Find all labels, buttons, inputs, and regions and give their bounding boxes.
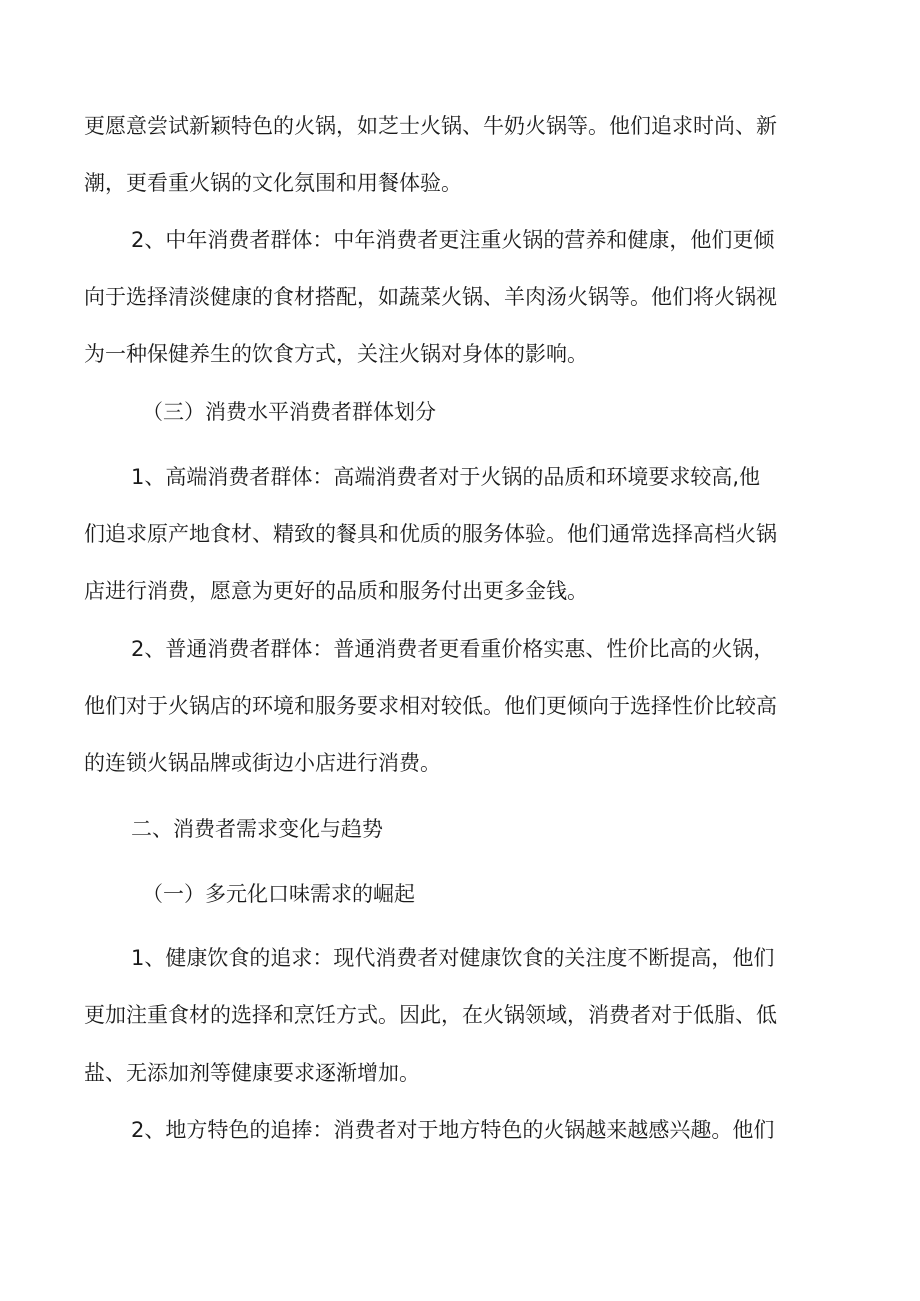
paragraph-line: 2、地方特色的追捧：消费者对于地方特色的火锅越来越感兴趣。他们 [131,1118,775,1142]
paragraph-line: 1、健康饮食的追求：现代消费者对健康饮食的关注度不断提高，他们 [131,946,775,970]
paragraph-line: 们追求原产地食材、精致的餐具和优质的服务体验。他们通常选择高档火锅 [84,522,777,546]
section-heading: （一）多元化口味需求的崛起 [142,882,415,906]
paragraph-line: 盐、无添加剂等健康要求逐渐增加。 [84,1061,420,1085]
paragraph-line: 更加注重食材的选择和烹饪方式。因此，在火锅领域，消费者对于低脂、低 [84,1003,777,1027]
paragraph-line: 店进行消费，愿意为更好的品质和服务付出更多金钱。 [84,579,588,603]
paragraph-line: 1、高端消费者群体：高端消费者对于火锅的品质和环境要求较高,他 [131,465,761,489]
paragraph-line: 为一种保健养生的饮食方式，关注火锅对身体的影响。 [84,342,588,366]
paragraph-line: 他们对于火锅店的环境和服务要求相对较低。他们更倾向于选择性价比较高 [84,694,777,718]
paragraph-line: 潮，更看重火锅的文化氛围和用餐体验。 [84,171,462,195]
paragraph-line: 向于选择清淡健康的食材搭配，如蔬菜火锅、羊肉汤火锅等。他们将火锅视 [84,285,777,309]
paragraph-line: 的连锁火锅品牌或街边小店进行消费。 [84,751,441,775]
paragraph-line: 2、普通消费者群体：普通消费者更看重价格实惠、性价比高的火锅， [131,637,775,661]
paragraph-line: 更愿意尝试新颖特色的火锅，如芝士火锅、牛奶火锅等。他们追求时尚、新 [84,114,777,138]
section-heading: 二、消费者需求变化与趋势 [131,817,383,841]
section-heading: （三）消费水平消费者群体划分 [142,400,436,424]
paragraph-line: 2、中年消费者群体：中年消费者更注重火锅的营养和健康，他们更倾 [131,228,775,252]
